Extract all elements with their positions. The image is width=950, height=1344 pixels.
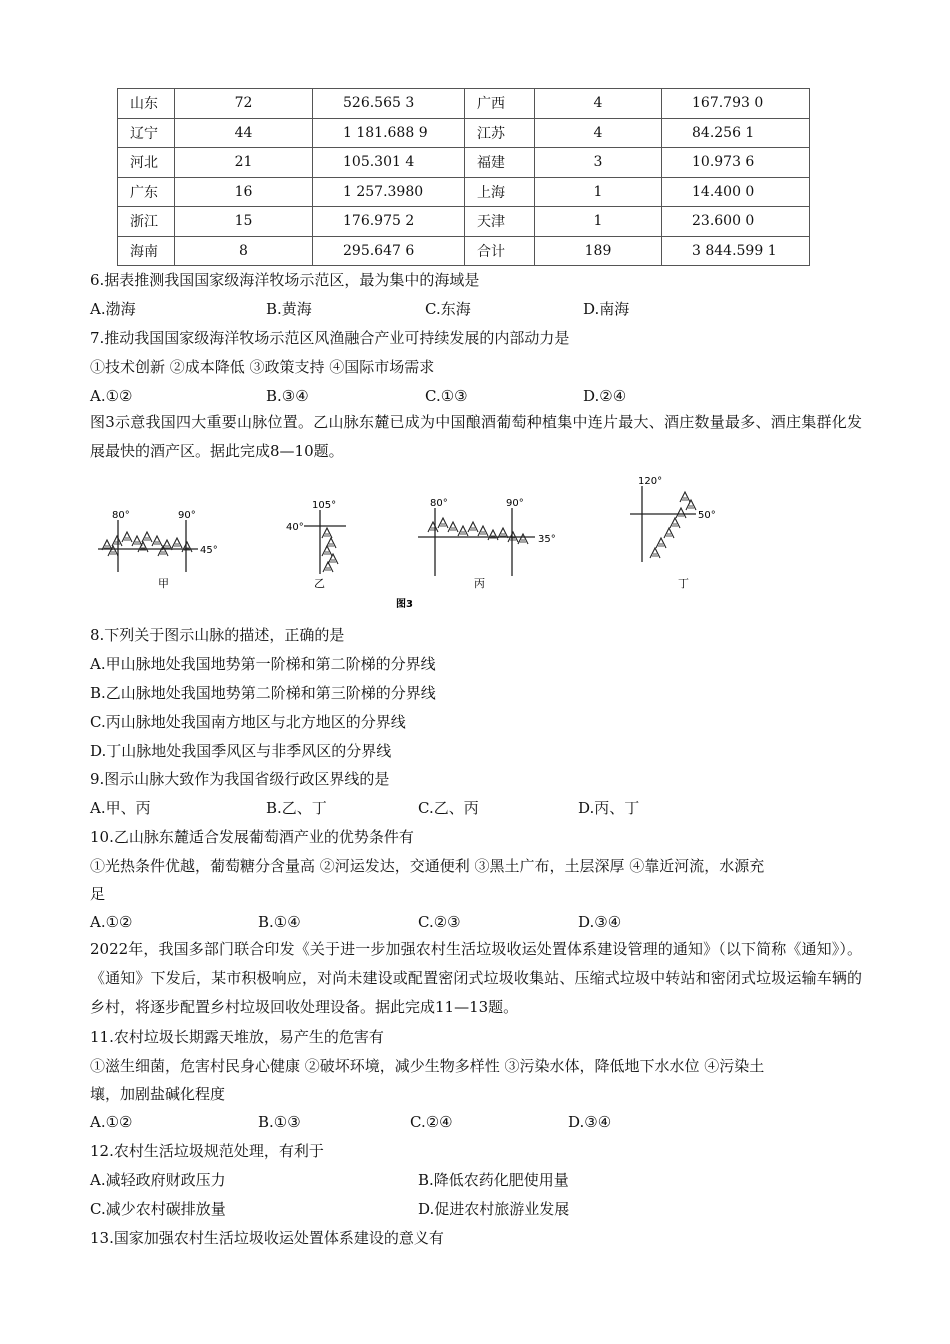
- q7-option-b[interactable]: B.③④: [266, 387, 309, 405]
- ding-label-1: 50°: [698, 510, 716, 521]
- intro-q11-13: 2022年，我国多部门联合印发《关于进一步加强农村生活垃圾收运处置体系建设管理的通知》（以下简称《通知》）。《通知》下发后，某市积极响应，对尚未建设或配置密闭式垃圾收集站、压缩式垃圾中转站和密闭式垃圾运输车辆的乡村，将逐步配置乡村垃圾回收处理设备。据此完成11—13题。: [90, 940, 862, 1016]
- q10-option-a[interactable]: A.①②: [90, 913, 133, 931]
- q10-option-b[interactable]: B.①④: [258, 913, 301, 931]
- q11-option-d[interactable]: D.③④: [568, 1113, 612, 1131]
- q9-option-b[interactable]: B.乙、丁: [266, 799, 327, 817]
- q7-items: ①技术创新 ②成本降低 ③政策支持 ④国际市场需求: [90, 358, 435, 376]
- q8-stem: 8.下列关于图示山脉的描述，正确的是: [90, 626, 345, 644]
- table-row: [118, 89, 810, 119]
- table-cell: 广西: [465, 89, 535, 119]
- table-cell: 天津: [465, 207, 535, 237]
- marine-ranch-table: [117, 88, 810, 266]
- table-cell: 8: [175, 236, 313, 266]
- table-cell: 72: [175, 89, 313, 119]
- table-cell: 16: [175, 177, 313, 207]
- q13-stem: 13.国家加强农村生活垃圾收运处置体系建设的意义有: [90, 1229, 444, 1247]
- table-cell: 上海: [465, 177, 535, 207]
- table-cell: 295.647 6: [313, 236, 465, 266]
- jia-label-2: 45°: [200, 545, 218, 556]
- q8-option-d[interactable]: D.丁山脉地处我国季风区与非季风区的分界线: [90, 742, 392, 760]
- jia-label-0: 80°: [112, 510, 130, 521]
- q9-stem: 9.图示山脉大致作为我国省级行政区界线的是: [90, 770, 390, 788]
- table-row: [118, 177, 810, 207]
- table-cell: 526.565 3: [313, 89, 465, 119]
- ding-label-0: 120°: [638, 476, 663, 487]
- bing-name: 丙: [474, 577, 485, 590]
- jia-label-1: 90°: [178, 510, 196, 521]
- q7-option-a[interactable]: A.①②: [90, 387, 133, 405]
- q11-option-a[interactable]: A.①②: [90, 1113, 133, 1131]
- q7-option-d[interactable]: D.②④: [583, 387, 627, 405]
- q8-option-c[interactable]: C.丙山脉地处我国南方地区与北方地区的分界线: [90, 713, 406, 731]
- table-cell: 4: [535, 89, 662, 119]
- table-cell: 14.400 0: [662, 177, 810, 207]
- table-cell: 合计: [465, 236, 535, 266]
- q6-option-d[interactable]: D.南海: [583, 300, 630, 318]
- table-cell: 辽宁: [118, 118, 175, 148]
- panel-jia: [98, 510, 218, 590]
- q9-option-d[interactable]: D.丙、丁: [578, 799, 640, 817]
- yi-name: 乙: [314, 577, 325, 590]
- table-cell: 福建: [465, 148, 535, 178]
- table-cell: 105.301 4: [313, 148, 465, 178]
- table-cell: 23.600 0: [662, 207, 810, 237]
- table-cell: 广东: [118, 177, 175, 207]
- q9-option-c[interactable]: C.乙、丙: [418, 799, 479, 817]
- table-cell: 浙江: [118, 207, 175, 237]
- q6-option-a[interactable]: A.渤海: [90, 300, 136, 318]
- q11-items-line2: 壤，加剧盐碱化程度: [90, 1085, 226, 1103]
- q7-option-c[interactable]: C.①③: [425, 387, 468, 405]
- table-cell: 189: [535, 236, 662, 266]
- q6-stem: 6.据表推测我国国家级海洋牧场示范区，最为集中的海域是: [90, 271, 480, 289]
- panel-bing: [418, 498, 556, 590]
- table-row: [118, 148, 810, 178]
- table-cell: 176.975 2: [313, 207, 465, 237]
- table-cell: 河北: [118, 148, 175, 178]
- table-cell: 1 181.688 9: [313, 118, 465, 148]
- yi-label-0: 105°: [312, 500, 337, 511]
- q12-option-a[interactable]: A.减轻政府财政压力: [90, 1171, 226, 1189]
- table-cell: 10.973 6: [662, 148, 810, 178]
- table-row: [118, 118, 810, 148]
- table-cell: 44: [175, 118, 313, 148]
- table-cell: 1 257.3980: [313, 177, 465, 207]
- q12-option-d[interactable]: D.促进农村旅游业发展: [418, 1200, 570, 1218]
- q6-option-c[interactable]: C.东海: [425, 300, 471, 318]
- intro-q8-10: 图3示意我国四大重要山脉位置。乙山脉东麓已成为中国酿酒葡萄种植集中连片最大、酒庄数量最多、酒庄集群化发展最快的酒产区。据此完成8—10题。: [90, 413, 862, 460]
- q10-option-d[interactable]: D.③④: [578, 913, 622, 931]
- table-cell: 海南: [118, 236, 175, 266]
- table-row: [118, 207, 810, 237]
- jia-name: 甲: [158, 577, 169, 590]
- figure-caption: 图3: [396, 599, 413, 610]
- yi-label-1: 40°: [286, 522, 304, 533]
- q10-items-line2: 足: [90, 885, 106, 903]
- table-row: [118, 236, 810, 266]
- bing-label-1: 90°: [506, 498, 524, 509]
- q6-option-b[interactable]: B.黄海: [266, 300, 312, 318]
- table-cell: 山东: [118, 89, 175, 119]
- q11-option-b[interactable]: B.①③: [258, 1113, 301, 1131]
- panel-ding: [630, 476, 716, 590]
- bing-label-2: 35°: [538, 534, 556, 545]
- q10-items-line1: ①光热条件优越，葡萄糖分含量高 ②河运发达，交通便利 ③黑土广布，土层深厚 ④靠近河流，水源充: [90, 857, 765, 875]
- table-cell: 1: [535, 177, 662, 207]
- q7-stem: 7.推动我国国家级海洋牧场示范区风渔融合产业可持续发展的内部动力是: [90, 329, 570, 347]
- table-cell: 1: [535, 207, 662, 237]
- table-cell: 4: [535, 118, 662, 148]
- table-cell: 167.793 0: [662, 89, 810, 119]
- table-cell: 3: [535, 148, 662, 178]
- q9-option-a[interactable]: A.甲、丙: [90, 799, 151, 817]
- table-cell: 3 844.599 1: [662, 236, 810, 266]
- q12-option-b[interactable]: B.降低农药化肥使用量: [418, 1171, 569, 1189]
- table-cell: 15: [175, 207, 313, 237]
- q8-option-b[interactable]: B.乙山脉地处我国地势第二阶梯和第三阶梯的分界线: [90, 684, 436, 702]
- q12-stem: 12.农村生活垃圾规范处理，有利于: [90, 1142, 324, 1160]
- table-cell: 84.256 1: [662, 118, 810, 148]
- bing-label-0: 80°: [430, 498, 448, 509]
- q11-option-c[interactable]: C.②④: [410, 1113, 453, 1131]
- q8-option-a[interactable]: A.甲山脉地处我国地势第一阶梯和第二阶梯的分界线: [90, 655, 436, 673]
- q11-stem: 11.农村垃圾长期露天堆放，易产生的危害有: [90, 1028, 384, 1046]
- q10-stem: 10.乙山脉东麓适合发展葡萄酒产业的优势条件有: [90, 828, 414, 846]
- table-cell: 江苏: [465, 118, 535, 148]
- q10-option-c[interactable]: C.②③: [418, 913, 461, 931]
- ding-name: 丁: [678, 577, 689, 590]
- table-cell: 21: [175, 148, 313, 178]
- q12-option-c[interactable]: C.减少农村碳排放量: [90, 1200, 226, 1218]
- figure-3-mountains: [90, 470, 850, 620]
- q11-items-line1: ①滋生细菌，危害村民身心健康 ②破坏环境，减少生物多样性 ③污染水体，降低地下水水位 ④污染土: [90, 1057, 765, 1075]
- panel-yi: [286, 500, 346, 590]
